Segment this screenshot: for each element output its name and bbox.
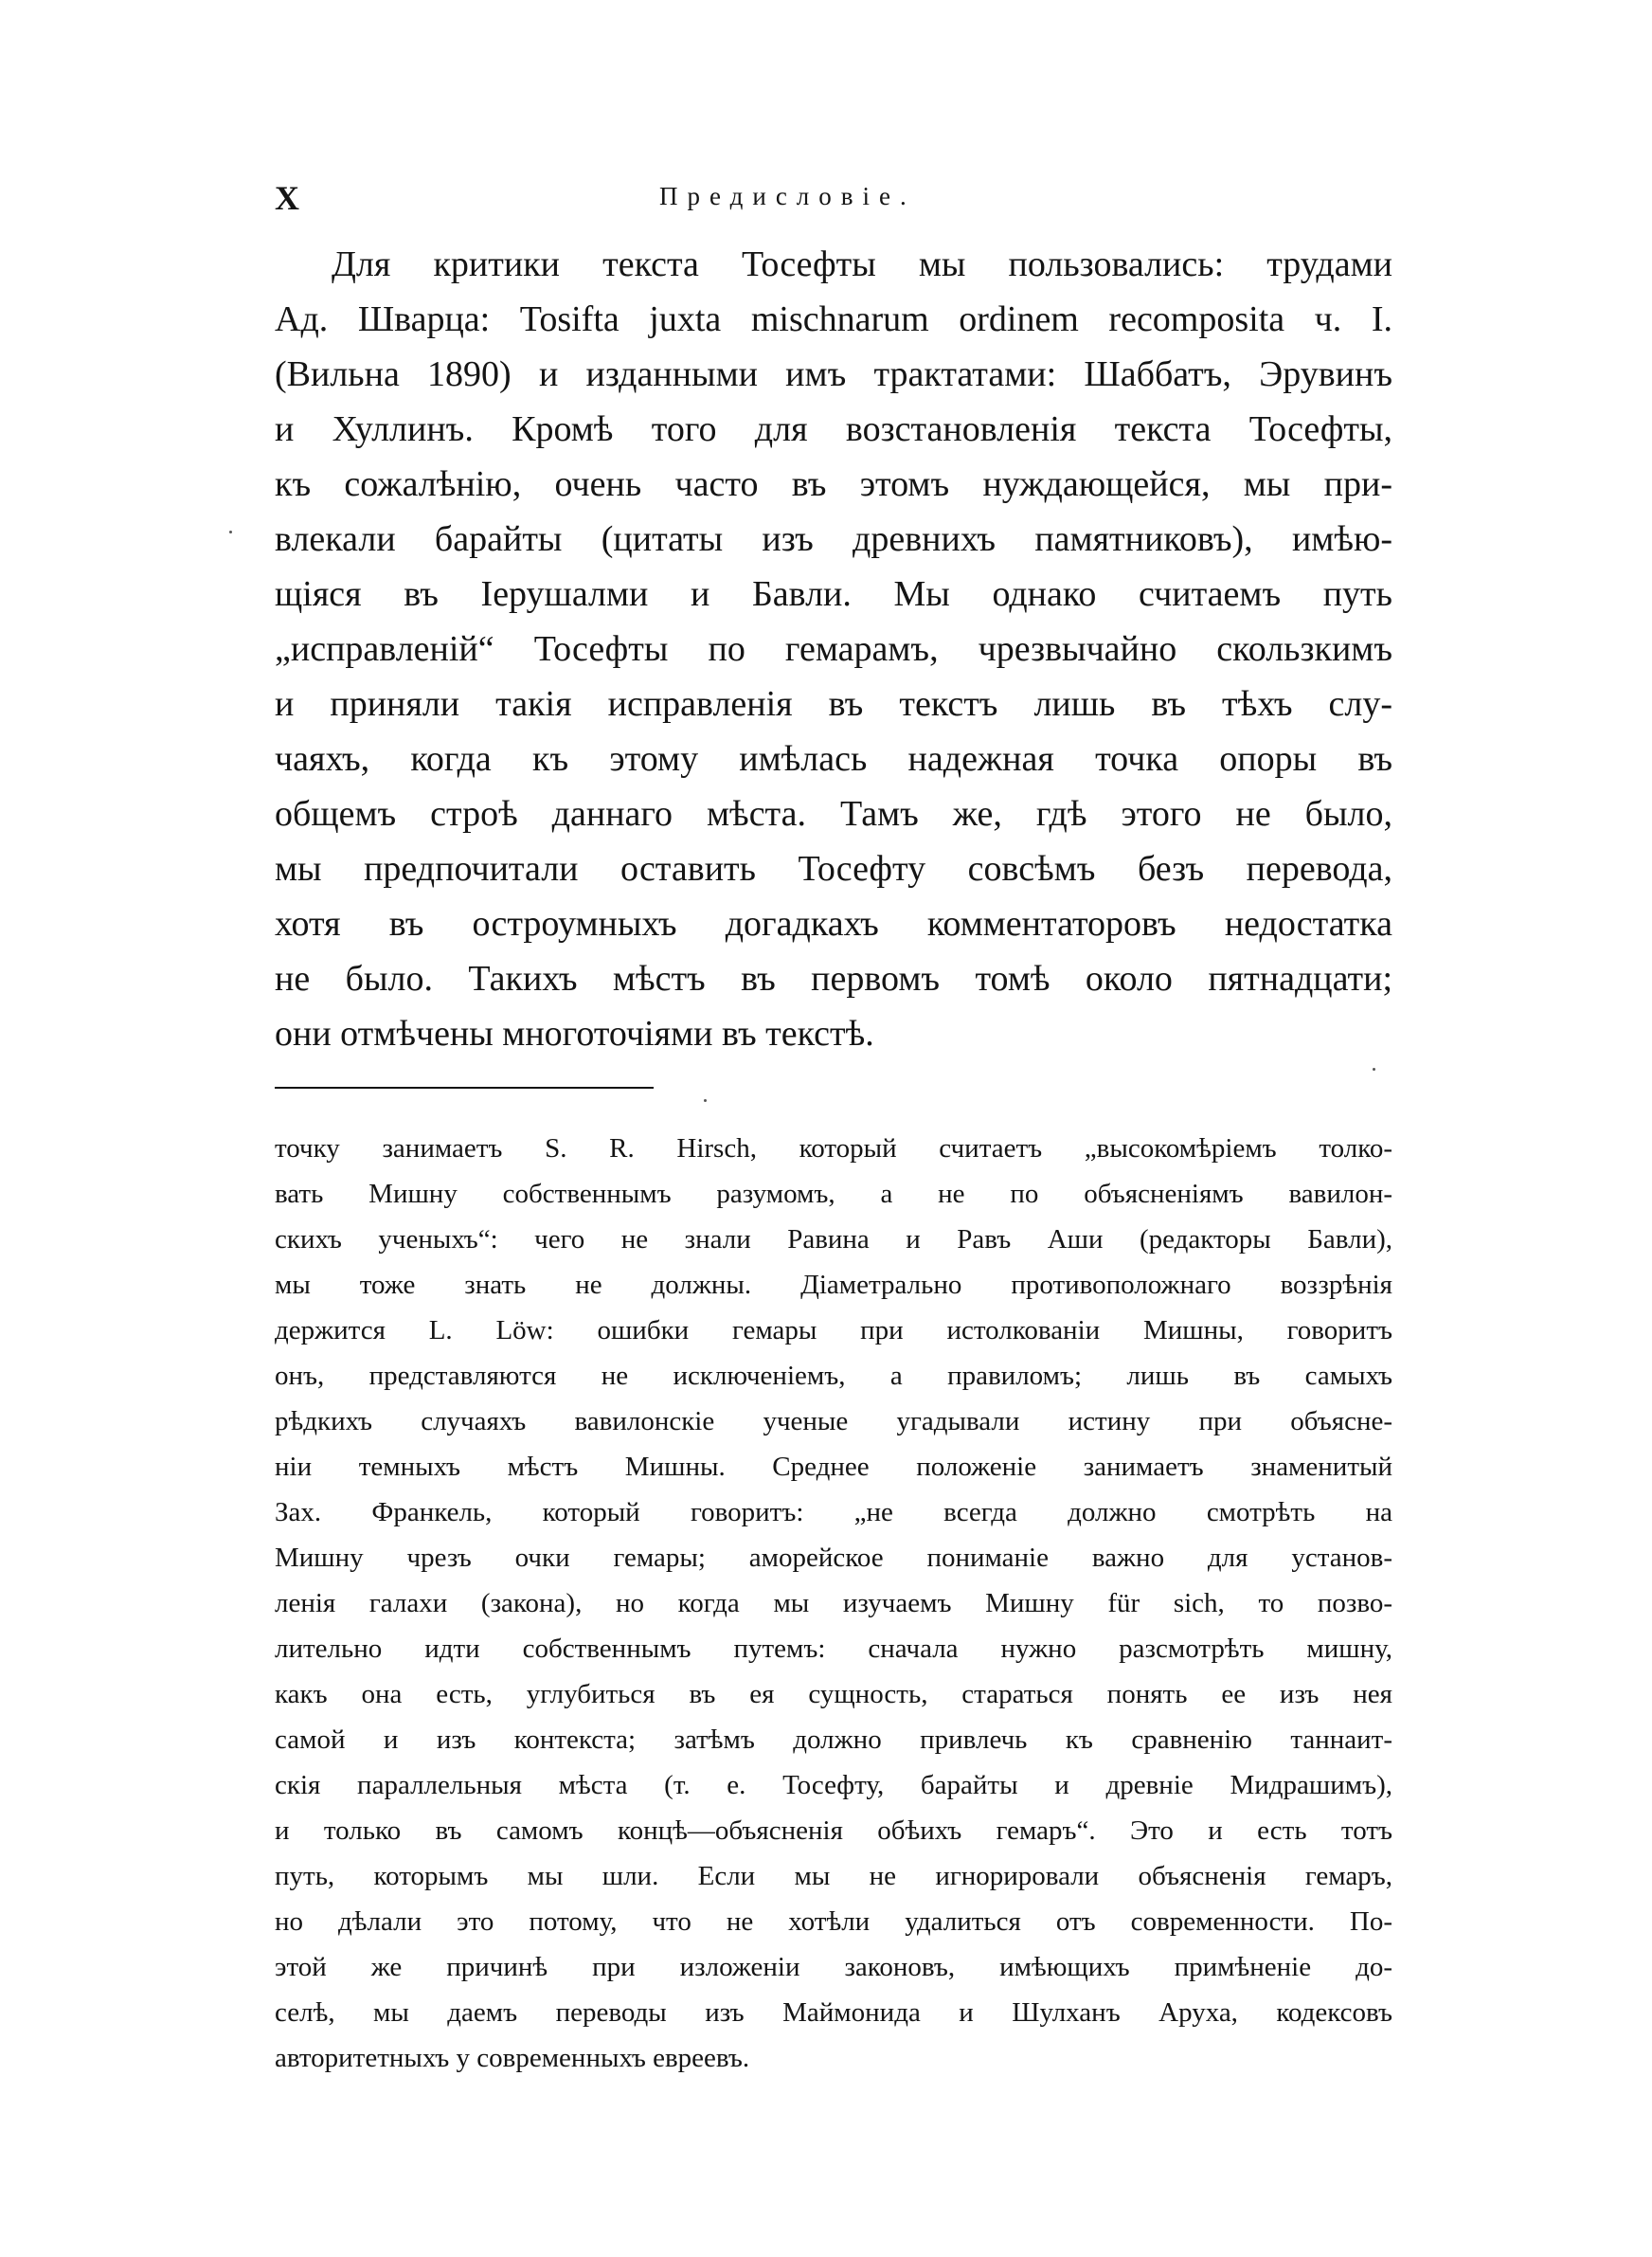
footnote-line: путь, которымъ мы шли. Если мы не игнорировали объясненія гемаръ, [275, 1861, 1392, 1891]
main-text-line: „исправленій“ Тосефты по гемарамъ, чрезвычайно скользкимъ [275, 629, 1392, 669]
footnote-line: и только въ самомъ концѣ—объясненія обѣихъ гемаръ“. Это и есть тотъ [275, 1815, 1392, 1846]
ink-speck [229, 531, 232, 533]
running-title: Предисловіе. [659, 182, 916, 210]
footnote-line: этой же причинѣ при изложеніи законовъ, имѣющихъ примѣненіе до- [275, 1952, 1392, 1982]
page-header [275, 178, 1392, 216]
main-text-line: общемъ строѣ даннаго мѣста. Тамъ же, гдѣ этого не было, [275, 794, 1392, 834]
main-text-line: не было. Такихъ мѣстъ въ первомъ томѣ около пятнадцати; [275, 959, 1392, 999]
main-text-line: и Хуллинъ. Кромѣ того для возстановленія текста Тосефты, [275, 409, 1392, 449]
footnote-line: рѣдкихъ случаяхъ вавилонскіе ученые угадывали истину при объясне- [275, 1406, 1392, 1436]
footnote-line: держится L. Löw: ошибки гемары при истолкованіи Мишны, говоритъ [275, 1315, 1392, 1345]
main-text-line: щіяся въ Іерушалми и Бавли. Мы однако считаемъ путь [275, 574, 1392, 614]
main-text-line: Ад. Шварца: Tosifta juxta mischnarum ordinem recomposita ч. I. [275, 299, 1392, 339]
page-number: X [275, 179, 299, 217]
footnote-line: лительно идти собственнымъ путемъ: сначала нужно разсмотрѣть мишну, [275, 1634, 1392, 1664]
footnote-line: скія параллельныя мѣста (т. е. Тосефту, барайты и древніе Мидрашимъ), [275, 1770, 1392, 1800]
footnote-line: точку занимаетъ S. R. Hirsch, который считаетъ „высокомѣріемъ толко- [275, 1133, 1392, 1164]
main-text-line: къ сожалѣнію, очень часто въ этомъ нуждающейся, мы при- [275, 464, 1392, 504]
main-text-line: влекали барайты (цитаты изъ древнихъ памятниковъ), имѣю- [275, 519, 1392, 559]
footnote-line: ленія галахи (закона), но когда мы изучаемъ Мишну für sich, то позво- [275, 1588, 1392, 1618]
main-text-line: (Вильна 1890) и изданными имъ трактатами: Шаббатъ, Эрувинъ [275, 354, 1392, 394]
main-text-line: мы предпочитали оставить Тосефту совсѣмъ безъ перевода, [275, 849, 1392, 889]
footnote-line: авторитетныхъ у современныхъ евреевъ. [275, 2043, 750, 2073]
footnote-line: ніи темныхъ мѣстъ Мишны. Среднее положеніе занимаетъ знаменитый [275, 1452, 1392, 1482]
footnote-line: селѣ, мы даемъ переводы изъ Маймонида и Шулханъ Аруха, кодексовъ [275, 1997, 1392, 2028]
footnote-separator-rule [275, 1087, 654, 1089]
footnote-line: онъ, представляются не исключеніемъ, а правиломъ; лишь въ самыхъ [275, 1361, 1392, 1391]
footnote-line: но дѣлали это потому, что не хотѣли удалиться отъ современности. По- [275, 1906, 1392, 1937]
main-text-line: Для критики текста Тосефты мы пользовались: трудами [332, 244, 1392, 284]
footnote-line: вать Мишну собственнымъ разумомъ, а не по объясненіямъ вавилон- [275, 1179, 1392, 1209]
footnote-line: самой и изъ контекста; затѣмъ должно привлечь къ сравненію таннаит- [275, 1724, 1392, 1755]
main-text-line: хотя въ остроумныхъ догадкахъ комментаторовъ недостатка [275, 904, 1392, 944]
ink-speck [1373, 1068, 1375, 1071]
footnote-line: Зах. Франкель, который говоритъ: „не всегда должно смотрѣть на [275, 1497, 1392, 1527]
footnote-line: какъ она есть, углубиться въ ея сущность, стараться понять ее изъ нея [275, 1679, 1392, 1709]
main-text-line: чаяхъ, когда къ этому имѣлась надежная точка опоры въ [275, 739, 1392, 779]
main-text-line: и приняли такія исправленія въ текстъ лишь въ тѣхъ слу- [275, 684, 1392, 724]
main-text-line: они отмѣчены многоточіями въ текстѣ. [275, 1014, 874, 1054]
footnote-line: скихъ ученыхъ“: чего не знали Равина и Равъ Аши (редакторы Бавли), [275, 1224, 1392, 1255]
ink-speck [704, 1099, 707, 1102]
footnote-line: мы тоже знать не должны. Діаметрально противоположнаго воззрѣнія [275, 1270, 1392, 1300]
footnote-line: Мишну чрезъ очки гемары; аморейское пониманіе важно для установ- [275, 1543, 1392, 1573]
